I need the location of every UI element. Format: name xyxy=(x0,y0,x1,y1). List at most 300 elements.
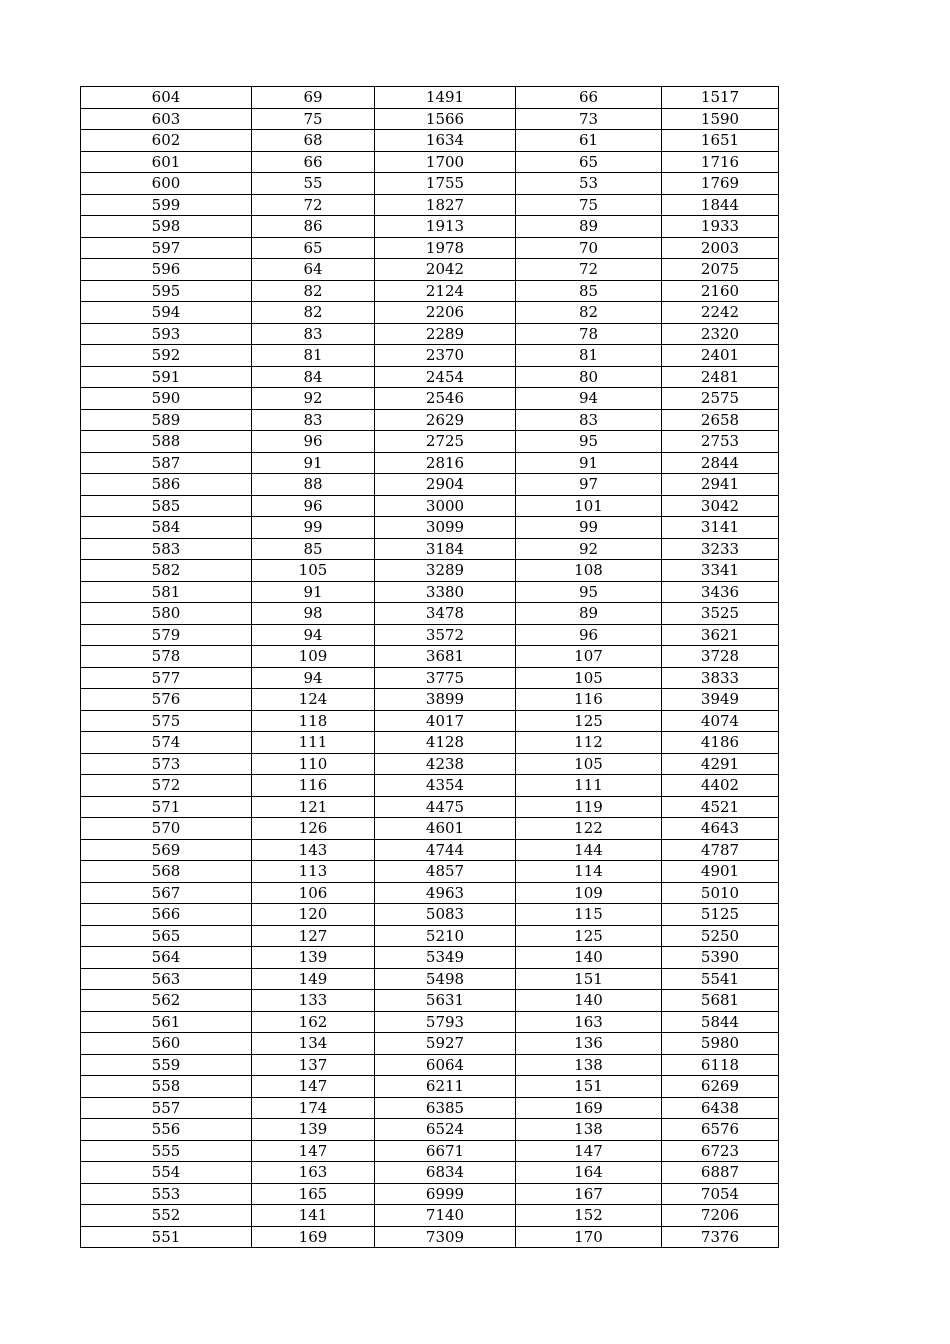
table-row xyxy=(81,237,779,259)
cumulative-a-cell: 2370 xyxy=(375,345,516,367)
score-cell: 589 xyxy=(81,409,252,431)
cumulative-b-cell: 7376 xyxy=(662,1226,779,1248)
score-cell: 552 xyxy=(81,1205,252,1227)
count-a-cell: 163 xyxy=(252,1162,375,1184)
cumulative-a-cell: 4857 xyxy=(375,861,516,883)
count-b-cell: 99 xyxy=(516,517,662,539)
table-row xyxy=(81,947,779,969)
cumulative-a-cell: 3380 xyxy=(375,581,516,603)
cumulative-b-cell: 3042 xyxy=(662,495,779,517)
cumulative-b-cell: 7206 xyxy=(662,1205,779,1227)
count-b-cell: 89 xyxy=(516,603,662,625)
cumulative-b-cell: 7054 xyxy=(662,1183,779,1205)
table-row xyxy=(81,603,779,625)
cumulative-b-cell: 2481 xyxy=(662,366,779,388)
score-cell: 582 xyxy=(81,560,252,582)
cumulative-a-cell: 6834 xyxy=(375,1162,516,1184)
count-a-cell: 111 xyxy=(252,732,375,754)
count-b-cell: 111 xyxy=(516,775,662,797)
cumulative-b-cell: 5844 xyxy=(662,1011,779,1033)
score-cell: 557 xyxy=(81,1097,252,1119)
score-cell: 553 xyxy=(81,1183,252,1205)
count-b-cell: 163 xyxy=(516,1011,662,1033)
count-b-cell: 101 xyxy=(516,495,662,517)
cumulative-a-cell: 6671 xyxy=(375,1140,516,1162)
count-a-cell: 143 xyxy=(252,839,375,861)
count-a-cell: 105 xyxy=(252,560,375,582)
score-cell: 570 xyxy=(81,818,252,840)
table-row xyxy=(81,753,779,775)
table-row xyxy=(81,366,779,388)
score-cell: 591 xyxy=(81,366,252,388)
count-b-cell: 140 xyxy=(516,947,662,969)
score-cell: 583 xyxy=(81,538,252,560)
score-cell: 592 xyxy=(81,345,252,367)
count-b-cell: 91 xyxy=(516,452,662,474)
score-cell: 569 xyxy=(81,839,252,861)
count-a-cell: 133 xyxy=(252,990,375,1012)
score-cell: 566 xyxy=(81,904,252,926)
score-cell: 604 xyxy=(81,87,252,109)
cumulative-b-cell: 6118 xyxy=(662,1054,779,1076)
cumulative-b-cell: 3525 xyxy=(662,603,779,625)
count-a-cell: 91 xyxy=(252,581,375,603)
cumulative-b-cell: 2401 xyxy=(662,345,779,367)
cumulative-a-cell: 4354 xyxy=(375,775,516,797)
cumulative-b-cell: 1716 xyxy=(662,151,779,173)
score-cell: 574 xyxy=(81,732,252,754)
cumulative-b-cell: 2753 xyxy=(662,431,779,453)
cumulative-a-cell: 2725 xyxy=(375,431,516,453)
score-cell: 601 xyxy=(81,151,252,173)
cumulative-b-cell: 3728 xyxy=(662,646,779,668)
cumulative-a-cell: 5349 xyxy=(375,947,516,969)
cumulative-b-cell: 3233 xyxy=(662,538,779,560)
cumulative-a-cell: 1491 xyxy=(375,87,516,109)
count-b-cell: 105 xyxy=(516,753,662,775)
cumulative-a-cell: 1978 xyxy=(375,237,516,259)
count-b-cell: 95 xyxy=(516,431,662,453)
table-row xyxy=(81,904,779,926)
count-b-cell: 94 xyxy=(516,388,662,410)
cumulative-a-cell: 2042 xyxy=(375,259,516,281)
count-a-cell: 66 xyxy=(252,151,375,173)
count-a-cell: 118 xyxy=(252,710,375,732)
cumulative-a-cell: 1755 xyxy=(375,173,516,195)
cumulative-b-cell: 3436 xyxy=(662,581,779,603)
table-row xyxy=(81,624,779,646)
score-cell: 576 xyxy=(81,689,252,711)
table-row xyxy=(81,667,779,689)
cumulative-a-cell: 3775 xyxy=(375,667,516,689)
cumulative-a-cell: 6064 xyxy=(375,1054,516,1076)
count-a-cell: 124 xyxy=(252,689,375,711)
cumulative-a-cell: 4963 xyxy=(375,882,516,904)
score-cell: 578 xyxy=(81,646,252,668)
score-cell: 593 xyxy=(81,323,252,345)
count-a-cell: 120 xyxy=(252,904,375,926)
table-row xyxy=(81,474,779,496)
cumulative-a-cell: 1913 xyxy=(375,216,516,238)
cumulative-b-cell: 3621 xyxy=(662,624,779,646)
score-cell: 571 xyxy=(81,796,252,818)
cumulative-b-cell: 1590 xyxy=(662,108,779,130)
score-cell: 573 xyxy=(81,753,252,775)
count-b-cell: 107 xyxy=(516,646,662,668)
cumulative-b-cell: 2160 xyxy=(662,280,779,302)
cumulative-b-cell: 5250 xyxy=(662,925,779,947)
score-cell: 587 xyxy=(81,452,252,474)
cumulative-a-cell: 4238 xyxy=(375,753,516,775)
count-a-cell: 110 xyxy=(252,753,375,775)
score-cell: 599 xyxy=(81,194,252,216)
cumulative-a-cell: 1700 xyxy=(375,151,516,173)
table-row xyxy=(81,431,779,453)
table-row xyxy=(81,1054,779,1076)
count-b-cell: 83 xyxy=(516,409,662,431)
table-row xyxy=(81,882,779,904)
cumulative-b-cell: 3341 xyxy=(662,560,779,582)
cumulative-b-cell: 2320 xyxy=(662,323,779,345)
score-cell: 554 xyxy=(81,1162,252,1184)
count-b-cell: 66 xyxy=(516,87,662,109)
count-b-cell: 92 xyxy=(516,538,662,560)
count-a-cell: 165 xyxy=(252,1183,375,1205)
count-b-cell: 125 xyxy=(516,925,662,947)
table-row xyxy=(81,1140,779,1162)
count-a-cell: 141 xyxy=(252,1205,375,1227)
table-row xyxy=(81,130,779,152)
count-b-cell: 152 xyxy=(516,1205,662,1227)
count-b-cell: 109 xyxy=(516,882,662,904)
count-a-cell: 55 xyxy=(252,173,375,195)
count-a-cell: 162 xyxy=(252,1011,375,1033)
score-cell: 585 xyxy=(81,495,252,517)
table-row xyxy=(81,839,779,861)
count-a-cell: 96 xyxy=(252,431,375,453)
score-cell: 560 xyxy=(81,1033,252,1055)
count-a-cell: 75 xyxy=(252,108,375,130)
count-b-cell: 140 xyxy=(516,990,662,1012)
count-b-cell: 151 xyxy=(516,968,662,990)
score-cell: 603 xyxy=(81,108,252,130)
table-row xyxy=(81,259,779,281)
cumulative-b-cell: 1517 xyxy=(662,87,779,109)
cumulative-a-cell: 4475 xyxy=(375,796,516,818)
cumulative-a-cell: 5927 xyxy=(375,1033,516,1055)
table-row xyxy=(81,990,779,1012)
count-a-cell: 121 xyxy=(252,796,375,818)
count-a-cell: 94 xyxy=(252,667,375,689)
table-row xyxy=(81,581,779,603)
count-a-cell: 68 xyxy=(252,130,375,152)
cumulative-b-cell: 6576 xyxy=(662,1119,779,1141)
cumulative-b-cell: 4901 xyxy=(662,861,779,883)
score-cell: 575 xyxy=(81,710,252,732)
cumulative-a-cell: 3000 xyxy=(375,495,516,517)
cumulative-a-cell: 3099 xyxy=(375,517,516,539)
table-row xyxy=(81,796,779,818)
score-cell: 586 xyxy=(81,474,252,496)
table-row xyxy=(81,689,779,711)
count-a-cell: 127 xyxy=(252,925,375,947)
cumulative-a-cell: 2289 xyxy=(375,323,516,345)
count-a-cell: 91 xyxy=(252,452,375,474)
count-b-cell: 170 xyxy=(516,1226,662,1248)
cumulative-a-cell: 2816 xyxy=(375,452,516,474)
cumulative-a-cell: 5083 xyxy=(375,904,516,926)
score-cell: 562 xyxy=(81,990,252,1012)
cumulative-b-cell: 4074 xyxy=(662,710,779,732)
count-a-cell: 147 xyxy=(252,1076,375,1098)
table-row xyxy=(81,1011,779,1033)
count-a-cell: 72 xyxy=(252,194,375,216)
score-cell: 597 xyxy=(81,237,252,259)
count-b-cell: 72 xyxy=(516,259,662,281)
cumulative-a-cell: 2206 xyxy=(375,302,516,324)
count-a-cell: 96 xyxy=(252,495,375,517)
table-row xyxy=(81,1119,779,1141)
cumulative-b-cell: 5125 xyxy=(662,904,779,926)
table-row xyxy=(81,194,779,216)
cumulative-a-cell: 3478 xyxy=(375,603,516,625)
cumulative-a-cell: 5793 xyxy=(375,1011,516,1033)
cumulative-b-cell: 5681 xyxy=(662,990,779,1012)
count-a-cell: 65 xyxy=(252,237,375,259)
count-a-cell: 147 xyxy=(252,1140,375,1162)
table-body xyxy=(81,87,779,1248)
cumulative-b-cell: 5010 xyxy=(662,882,779,904)
cumulative-a-cell: 3572 xyxy=(375,624,516,646)
count-a-cell: 85 xyxy=(252,538,375,560)
score-distribution-table xyxy=(80,86,779,1248)
count-b-cell: 136 xyxy=(516,1033,662,1055)
table-row xyxy=(81,1162,779,1184)
cumulative-b-cell: 3833 xyxy=(662,667,779,689)
count-b-cell: 144 xyxy=(516,839,662,861)
count-b-cell: 108 xyxy=(516,560,662,582)
table-row xyxy=(81,452,779,474)
score-cell: 551 xyxy=(81,1226,252,1248)
count-a-cell: 113 xyxy=(252,861,375,883)
cumulative-a-cell: 2124 xyxy=(375,280,516,302)
score-cell: 580 xyxy=(81,603,252,625)
score-cell: 588 xyxy=(81,431,252,453)
count-b-cell: 75 xyxy=(516,194,662,216)
count-b-cell: 147 xyxy=(516,1140,662,1162)
table-row xyxy=(81,517,779,539)
score-cell: 561 xyxy=(81,1011,252,1033)
cumulative-b-cell: 5541 xyxy=(662,968,779,990)
count-b-cell: 85 xyxy=(516,280,662,302)
cumulative-b-cell: 4787 xyxy=(662,839,779,861)
score-cell: 567 xyxy=(81,882,252,904)
table-row xyxy=(81,968,779,990)
count-b-cell: 96 xyxy=(516,624,662,646)
cumulative-b-cell: 1651 xyxy=(662,130,779,152)
count-b-cell: 115 xyxy=(516,904,662,926)
score-cell: 590 xyxy=(81,388,252,410)
cumulative-b-cell: 1933 xyxy=(662,216,779,238)
table-row xyxy=(81,108,779,130)
table-row xyxy=(81,925,779,947)
score-cell: 602 xyxy=(81,130,252,152)
cumulative-a-cell: 7309 xyxy=(375,1226,516,1248)
score-cell: 577 xyxy=(81,667,252,689)
cumulative-a-cell: 4128 xyxy=(375,732,516,754)
score-cell: 572 xyxy=(81,775,252,797)
count-b-cell: 97 xyxy=(516,474,662,496)
table-row xyxy=(81,1183,779,1205)
cumulative-a-cell: 1566 xyxy=(375,108,516,130)
cumulative-a-cell: 6211 xyxy=(375,1076,516,1098)
count-b-cell: 95 xyxy=(516,581,662,603)
count-b-cell: 89 xyxy=(516,216,662,238)
score-cell: 555 xyxy=(81,1140,252,1162)
cumulative-b-cell: 4291 xyxy=(662,753,779,775)
cumulative-a-cell: 4744 xyxy=(375,839,516,861)
table-row xyxy=(81,495,779,517)
cumulative-b-cell: 2575 xyxy=(662,388,779,410)
cumulative-b-cell: 3949 xyxy=(662,689,779,711)
score-cell: 568 xyxy=(81,861,252,883)
table-row xyxy=(81,87,779,109)
table-row xyxy=(81,646,779,668)
count-a-cell: 99 xyxy=(252,517,375,539)
count-a-cell: 98 xyxy=(252,603,375,625)
cumulative-a-cell: 1634 xyxy=(375,130,516,152)
score-cell: 559 xyxy=(81,1054,252,1076)
table-row xyxy=(81,388,779,410)
table-row xyxy=(81,775,779,797)
count-b-cell: 164 xyxy=(516,1162,662,1184)
count-b-cell: 151 xyxy=(516,1076,662,1098)
table-row xyxy=(81,1097,779,1119)
cumulative-a-cell: 6999 xyxy=(375,1183,516,1205)
cumulative-a-cell: 1827 xyxy=(375,194,516,216)
count-a-cell: 174 xyxy=(252,1097,375,1119)
table-row xyxy=(81,1226,779,1248)
cumulative-b-cell: 2844 xyxy=(662,452,779,474)
table-row xyxy=(81,216,779,238)
cumulative-a-cell: 3899 xyxy=(375,689,516,711)
count-a-cell: 84 xyxy=(252,366,375,388)
cumulative-a-cell: 5210 xyxy=(375,925,516,947)
table-row xyxy=(81,560,779,582)
count-a-cell: 88 xyxy=(252,474,375,496)
cumulative-a-cell: 5498 xyxy=(375,968,516,990)
count-a-cell: 81 xyxy=(252,345,375,367)
cumulative-b-cell: 4402 xyxy=(662,775,779,797)
count-b-cell: 65 xyxy=(516,151,662,173)
score-cell: 598 xyxy=(81,216,252,238)
table-row xyxy=(81,1076,779,1098)
table-row xyxy=(81,409,779,431)
score-cell: 584 xyxy=(81,517,252,539)
score-cell: 558 xyxy=(81,1076,252,1098)
count-b-cell: 80 xyxy=(516,366,662,388)
table-row xyxy=(81,151,779,173)
score-cell: 595 xyxy=(81,280,252,302)
count-a-cell: 139 xyxy=(252,947,375,969)
count-a-cell: 106 xyxy=(252,882,375,904)
cumulative-b-cell: 5980 xyxy=(662,1033,779,1055)
table-row xyxy=(81,732,779,754)
count-b-cell: 61 xyxy=(516,130,662,152)
count-a-cell: 82 xyxy=(252,280,375,302)
count-b-cell: 169 xyxy=(516,1097,662,1119)
count-a-cell: 109 xyxy=(252,646,375,668)
count-a-cell: 92 xyxy=(252,388,375,410)
count-a-cell: 83 xyxy=(252,409,375,431)
cumulative-b-cell: 2242 xyxy=(662,302,779,324)
count-a-cell: 86 xyxy=(252,216,375,238)
count-b-cell: 125 xyxy=(516,710,662,732)
score-cell: 594 xyxy=(81,302,252,324)
count-b-cell: 138 xyxy=(516,1119,662,1141)
cumulative-b-cell: 3141 xyxy=(662,517,779,539)
cumulative-a-cell: 4017 xyxy=(375,710,516,732)
cumulative-b-cell: 6723 xyxy=(662,1140,779,1162)
cumulative-a-cell: 2629 xyxy=(375,409,516,431)
cumulative-b-cell: 5390 xyxy=(662,947,779,969)
count-b-cell: 112 xyxy=(516,732,662,754)
count-b-cell: 138 xyxy=(516,1054,662,1076)
count-b-cell: 122 xyxy=(516,818,662,840)
score-cell: 556 xyxy=(81,1119,252,1141)
table-row xyxy=(81,345,779,367)
count-a-cell: 83 xyxy=(252,323,375,345)
count-a-cell: 116 xyxy=(252,775,375,797)
count-b-cell: 73 xyxy=(516,108,662,130)
cumulative-a-cell: 6385 xyxy=(375,1097,516,1119)
cumulative-b-cell: 2075 xyxy=(662,259,779,281)
count-b-cell: 53 xyxy=(516,173,662,195)
score-cell: 563 xyxy=(81,968,252,990)
count-a-cell: 149 xyxy=(252,968,375,990)
table-row xyxy=(81,1033,779,1055)
cumulative-a-cell: 2546 xyxy=(375,388,516,410)
count-a-cell: 64 xyxy=(252,259,375,281)
count-a-cell: 169 xyxy=(252,1226,375,1248)
cumulative-a-cell: 3681 xyxy=(375,646,516,668)
table-row xyxy=(81,538,779,560)
count-b-cell: 167 xyxy=(516,1183,662,1205)
count-b-cell: 105 xyxy=(516,667,662,689)
table-row xyxy=(81,323,779,345)
count-a-cell: 69 xyxy=(252,87,375,109)
table-row xyxy=(81,1205,779,1227)
table-row xyxy=(81,173,779,195)
table-row xyxy=(81,861,779,883)
count-a-cell: 134 xyxy=(252,1033,375,1055)
cumulative-b-cell: 1769 xyxy=(662,173,779,195)
count-a-cell: 139 xyxy=(252,1119,375,1141)
count-a-cell: 137 xyxy=(252,1054,375,1076)
cumulative-a-cell: 3184 xyxy=(375,538,516,560)
table-row xyxy=(81,302,779,324)
cumulative-b-cell: 1844 xyxy=(662,194,779,216)
cumulative-b-cell: 4521 xyxy=(662,796,779,818)
count-b-cell: 70 xyxy=(516,237,662,259)
cumulative-a-cell: 2904 xyxy=(375,474,516,496)
cumulative-b-cell: 6438 xyxy=(662,1097,779,1119)
cumulative-b-cell: 4186 xyxy=(662,732,779,754)
count-b-cell: 81 xyxy=(516,345,662,367)
count-b-cell: 119 xyxy=(516,796,662,818)
count-b-cell: 116 xyxy=(516,689,662,711)
cumulative-a-cell: 3289 xyxy=(375,560,516,582)
